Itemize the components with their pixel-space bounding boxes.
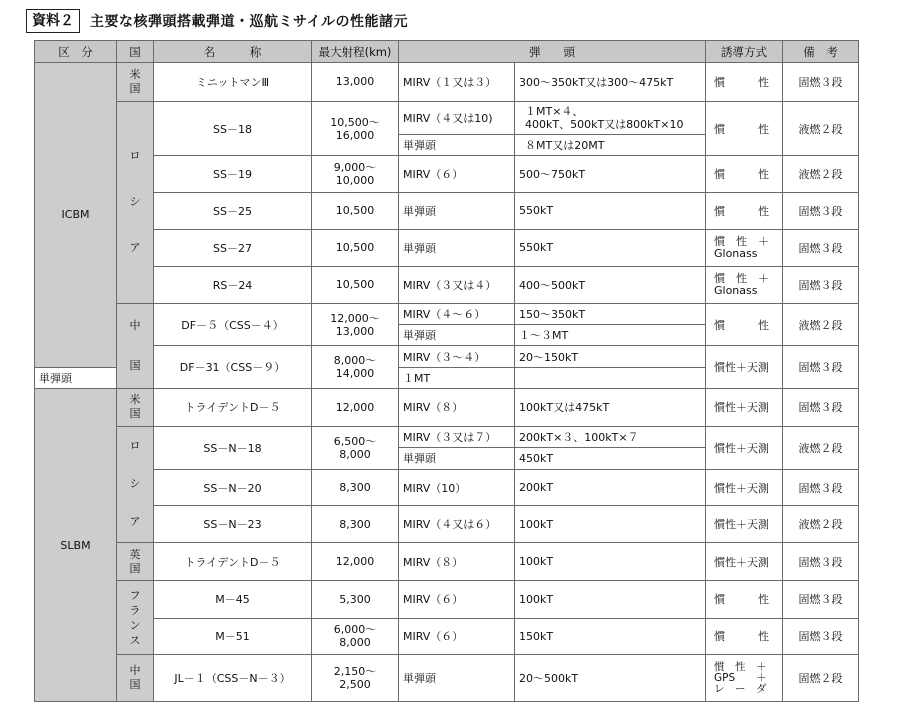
guidance: 慣 性 (706, 193, 783, 230)
warhead-type: MIRV（８） (399, 543, 515, 581)
missile-name: SS－N－18 (154, 426, 312, 469)
notes: 液燃２段 (783, 156, 859, 193)
warhead-type: MIRV（３又は４） (399, 267, 515, 304)
table-row (35, 63, 859, 102)
table-row (35, 156, 859, 193)
warhead-yield: 200kT (515, 469, 706, 506)
warhead-type: 単弾頭 (399, 655, 515, 702)
warhead-yield: ８MT又は20MT (515, 135, 706, 156)
missile-name: SS－25 (154, 193, 312, 230)
country-uk: 英 国 (117, 543, 154, 581)
missile-name: DF－31（CSS－９） (154, 346, 312, 389)
warhead-yield: 100kT又は475kT (515, 389, 706, 427)
guidance: 慣 性 ＋ Glonass (706, 229, 783, 267)
notes: 固燃３段 (783, 543, 859, 581)
country-france: フ ラ ン ス (117, 580, 154, 654)
table-row (35, 389, 859, 427)
missile-name: SS－N－23 (154, 506, 312, 543)
max-range: 5,300 (312, 580, 399, 618)
notes: 固燃２段 (783, 655, 859, 702)
max-range: 2,150～ 2,500 (312, 655, 399, 702)
warhead-type: 単弾頭 (399, 229, 515, 267)
country-us-icbm: 米 国 (117, 63, 154, 102)
document-header (26, 8, 408, 34)
missile-name: SS－18 (154, 101, 312, 156)
warhead-type: MIRV（10） (399, 469, 515, 506)
missile-name: JL－１（CSS－N－３） (154, 655, 312, 702)
missile-spec-table (34, 40, 859, 702)
warhead-yield: 150kT (515, 618, 706, 655)
missile-name: トライデントD－５ (154, 543, 312, 581)
max-range: 12,000 (312, 389, 399, 427)
table-row (35, 426, 859, 448)
guidance: 慣 性 (706, 156, 783, 193)
warhead-yield: 400～500kT (515, 267, 706, 304)
notes: 液燃２段 (783, 303, 859, 346)
warhead-yield: 550kT (515, 229, 706, 267)
max-range: 13,000 (312, 63, 399, 102)
missile-name: トライデントD－５ (154, 389, 312, 427)
table-row (35, 506, 859, 543)
warhead-yield: 500～750kT (515, 156, 706, 193)
guidance: 慣性＋天測 (706, 346, 783, 389)
guidance: 慣性＋天測 (706, 469, 783, 506)
guidance: 慣 性 (706, 101, 783, 156)
table-row (35, 618, 859, 655)
max-range: 10,500～ 16,000 (312, 101, 399, 156)
warhead-yield: 20～150kT (515, 346, 706, 367)
max-range: 8,300 (312, 469, 399, 506)
missile-name: SS－19 (154, 156, 312, 193)
notes: 液燃２段 (783, 101, 859, 156)
warhead-yield: 300～350kT又は300～475kT (515, 63, 706, 102)
document-title: 主要な核弾頭搭載弾道・巡航ミサイルの性能諸元 (90, 14, 409, 30)
warhead-type: MIRV（４～６） (399, 303, 515, 324)
guidance: 慣性＋天測 (706, 426, 783, 469)
warhead-type: MIRV（６） (399, 156, 515, 193)
notes: 固燃３段 (783, 267, 859, 304)
warhead-type: MIRV（６） (399, 580, 515, 618)
guidance: 慣 性 (706, 580, 783, 618)
warhead-type: MIRV（３～４） (399, 346, 515, 367)
notes: 固燃３段 (783, 229, 859, 267)
guidance: 慣性＋天測 (706, 543, 783, 581)
notes: 固燃３段 (783, 193, 859, 230)
warhead-type: 単弾頭 (399, 135, 515, 156)
table-row (35, 543, 859, 581)
warhead-yield: 550kT (515, 193, 706, 230)
header-row (35, 41, 859, 63)
max-range: 12,000～ 13,000 (312, 303, 399, 346)
group-slbm: SLBM (35, 389, 117, 702)
max-range: 8,000～ 14,000 (312, 346, 399, 389)
warhead-yield: 100kT (515, 580, 706, 618)
col-header-range: 最大射程(km) (312, 41, 399, 63)
country-china-slbm: 中 国 (117, 655, 154, 702)
warhead-type: 単弾頭 (399, 448, 515, 470)
warhead-yield: 200kT×３、100kT×７ (515, 426, 706, 448)
warhead-yield: １～３MT (515, 325, 706, 346)
notes: 液燃２段 (783, 506, 859, 543)
guidance: 慣 性 (706, 63, 783, 102)
notes: 固燃３段 (783, 389, 859, 427)
guidance: 慣 性 (706, 618, 783, 655)
group-icbm: ICBM (35, 63, 117, 368)
warhead-yield: 100kT (515, 543, 706, 581)
country-russia-slbm: ロ シ ア (117, 426, 154, 543)
table-row (35, 655, 859, 702)
country-russia-icbm: ロ シ ア (117, 101, 154, 303)
warhead-yield: 450kT (515, 448, 706, 470)
col-header-notes: 備 考 (783, 41, 859, 63)
max-range: 8,300 (312, 506, 399, 543)
max-range: 12,000 (312, 543, 399, 581)
warhead-type: MIRV（３又は７） (399, 426, 515, 448)
country-china-icbm: 中 国 (117, 303, 154, 388)
material-badge: 資料２ (26, 9, 80, 33)
missile-name: ミニットマンⅢ (154, 63, 312, 102)
missile-name: M－45 (154, 580, 312, 618)
warhead-type: MIRV（４又は６） (399, 506, 515, 543)
table-row (35, 346, 859, 367)
guidance: 慣 性 ＋ Glonass (706, 267, 783, 304)
warhead-yield: 20～500kT (515, 655, 706, 702)
table-row (35, 580, 859, 618)
guidance: 慣 性 (706, 303, 783, 346)
col-header-country: 国 (117, 41, 154, 63)
guidance: 慣 性 ＋ GPS ＋ レ ー ダ (706, 655, 783, 702)
notes: 固燃３段 (783, 63, 859, 102)
warhead-type: MIRV（６） (399, 618, 515, 655)
warhead-type: 単弾頭 (399, 193, 515, 230)
table-row (35, 267, 859, 304)
missile-name: RS－24 (154, 267, 312, 304)
warhead-type: 単弾頭 (35, 367, 117, 388)
col-header-category: 区 分 (35, 41, 117, 63)
warhead-yield: １MT×４、 400kT、500kT又は800kT×10 (515, 101, 706, 135)
max-range: 10,500 (312, 267, 399, 304)
table-row (35, 303, 859, 324)
notes: 固燃３段 (783, 618, 859, 655)
col-header-name: 名 称 (154, 41, 312, 63)
warhead-yield: 150～350kT (515, 303, 706, 324)
max-range: 6,000～ 8,000 (312, 618, 399, 655)
warhead-type: MIRV（８） (399, 389, 515, 427)
col-header-warhead: 弾 頭 (399, 41, 706, 63)
warhead-yield: 100kT (515, 506, 706, 543)
warhead-yield: １MT (399, 367, 515, 388)
max-range: 9,000～ 10,000 (312, 156, 399, 193)
table-row (35, 469, 859, 506)
country-us-slbm: 米 国 (117, 389, 154, 427)
warhead-type: MIRV（４又は10) (399, 101, 515, 135)
guidance: 慣性＋天測 (706, 389, 783, 427)
missile-name: DF－５（CSS－４） (154, 303, 312, 346)
guidance: 慣性＋天測 (706, 506, 783, 543)
missile-name: M－51 (154, 618, 312, 655)
max-range: 6,500～ 8,000 (312, 426, 399, 469)
notes: 液燃２段 (783, 426, 859, 469)
missile-name: SS－N－20 (154, 469, 312, 506)
warhead-type: MIRV（１又は３） (399, 63, 515, 102)
table-row (35, 101, 859, 135)
notes: 固燃３段 (783, 469, 859, 506)
notes: 固燃３段 (783, 346, 859, 389)
col-header-guidance: 誘導方式 (706, 41, 783, 63)
table-row (35, 193, 859, 230)
warhead-type: 単弾頭 (399, 325, 515, 346)
max-range: 10,500 (312, 193, 399, 230)
missile-name: SS－27 (154, 229, 312, 267)
table-row (35, 229, 859, 267)
max-range: 10,500 (312, 229, 399, 267)
notes: 固燃３段 (783, 580, 859, 618)
